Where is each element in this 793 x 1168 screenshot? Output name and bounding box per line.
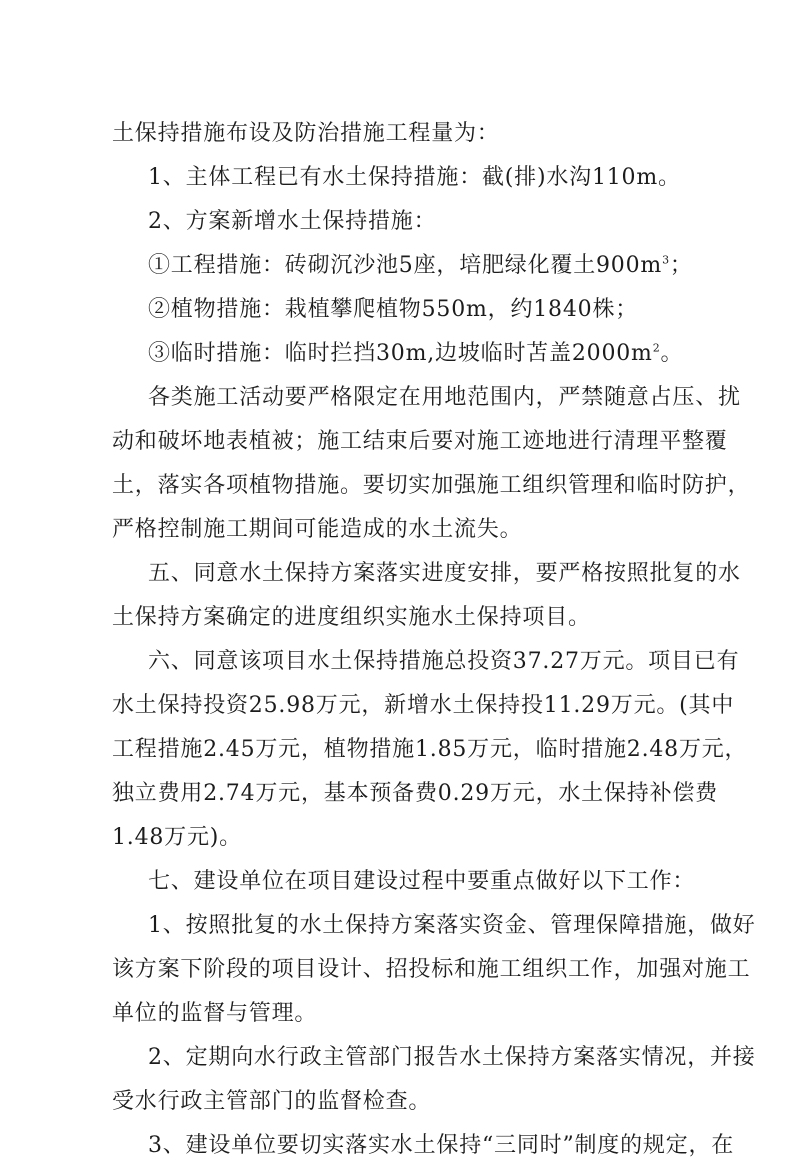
line-text: 土，落实各项植物措施。要切实加强施工组织管理和临时防护，	[112, 473, 751, 498]
line-text: 独立费用2.74万元，基本预备费0.29万元，水土保持补偿费	[112, 781, 718, 806]
line-text: 单位的监督与管理。	[112, 1001, 318, 1026]
line-punctuation: 。	[660, 341, 684, 366]
line-text: 工程措施2.45万元，植物措施1.85万元，临时措施2.48万元，	[112, 737, 748, 762]
document-body	[112, 112, 756, 1168]
line-text: 受水行政主管部门的监督检查。	[112, 1089, 432, 1114]
line-text: 五、同意水土保持方案落实进度安排，要严格按照批复的水	[148, 561, 741, 586]
line-text: 1、主体工程已有水土保持措施：截(排)水沟110m。	[148, 165, 681, 190]
line-text: 1、按照批复的水土保持方案落实资金、管理保障措施，做好	[148, 913, 756, 938]
text-line	[112, 508, 707, 552]
text-line	[112, 860, 707, 904]
text-line	[112, 112, 707, 156]
line-text: 2、方案新增水土保持措施：	[148, 209, 437, 234]
text-line	[112, 992, 707, 1036]
text-line	[112, 420, 728, 464]
line-text: ②植物措施：栽植攀爬植物550m，约1840株；	[148, 297, 639, 322]
line-text: 各类施工活动要严格限定在用地范围内，严禁随意占压、扰	[148, 385, 741, 410]
line-text: 3、建设单位要切实落实水土保持“三同时”制度的规定，在	[148, 1133, 735, 1158]
text-line	[112, 772, 718, 816]
text-line	[112, 288, 707, 332]
text-line	[112, 816, 707, 860]
line-text: 该方案下阶段的项目设计、招投标和施工组织工作，加强对施工	[112, 957, 751, 982]
line-text: 1.48万元)。	[112, 825, 242, 850]
line-text: 动和破坏地表植被；施工结束后要对施工迹地进行清理平整覆	[112, 429, 728, 454]
line-text: 七、建设单位在项目建设过程中要重点做好以下工作：	[148, 869, 696, 894]
line-punctuation: ；	[669, 253, 693, 278]
text-line	[112, 728, 748, 772]
text-line	[112, 904, 756, 948]
text-line	[112, 1080, 707, 1124]
text-line	[112, 376, 741, 420]
text-line	[112, 464, 751, 508]
line-text: 2、定期向水行政主管部门报告水土保持方案落实情况，并接	[148, 1045, 756, 1070]
text-line	[112, 552, 741, 596]
text-line	[112, 1124, 735, 1168]
line-text: 土保持措施布设及防治措施工程量为：	[112, 121, 500, 146]
line-text: ③临时措施：临时拦挡30m,边坡临时苫盖2000m	[148, 341, 653, 366]
line-text: 严格控制施工期间可能造成的水土流失。	[112, 517, 523, 542]
text-line	[112, 948, 751, 992]
line-text: 水土保持投资25.98万元，新增水土保持投11.29万元。(其中	[112, 693, 735, 718]
line-text: 土保持方案确定的进度组织实施水土保持项目。	[112, 605, 591, 630]
unit-superscript: 3	[662, 253, 670, 267]
text-line	[112, 1036, 756, 1080]
text-line	[112, 200, 707, 244]
text-line	[112, 596, 707, 640]
text-line	[112, 244, 707, 288]
text-line	[112, 640, 740, 684]
text-line	[112, 332, 707, 376]
line-text: 六、同意该项目水土保持措施总投资37.27万元。项目已有	[148, 649, 740, 674]
unit-superscript: 2	[652, 341, 661, 355]
text-line	[112, 156, 707, 200]
line-text: ①工程措施：砖砌沉沙池5座，培肥绿化覆土900m	[148, 253, 663, 278]
text-line	[112, 684, 735, 728]
